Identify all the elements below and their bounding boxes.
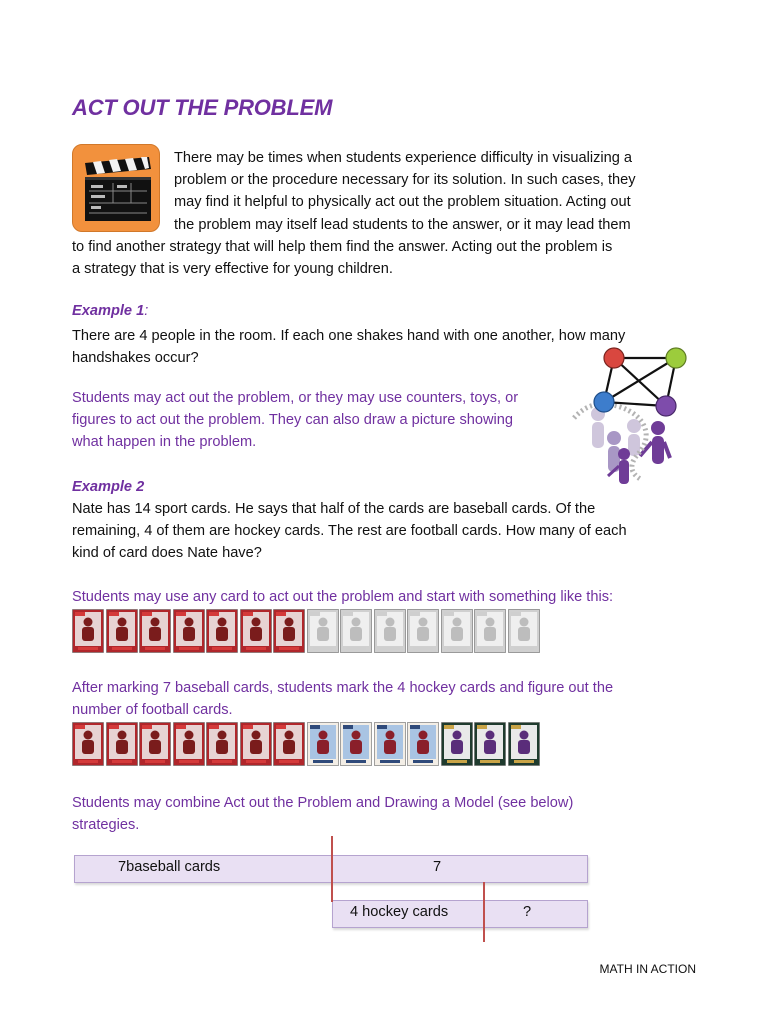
football-card bbox=[441, 722, 473, 766]
bar-baseball-label: 7baseball cards bbox=[118, 859, 221, 875]
intro-line: There may be times when students experience difficulty in visualizing a bbox=[174, 150, 633, 166]
question-line: remaining, 4 of them are hockey cards. The rest are football cards. How many of each bbox=[72, 523, 627, 540]
marking-explanation bbox=[72, 677, 732, 721]
hockey-card bbox=[340, 722, 372, 766]
intro-line: to find another strategy that will help them find the answer. Acting out the problem is bbox=[72, 239, 613, 255]
page-title: ACT OUT THE PROBLEM bbox=[72, 95, 333, 120]
explanation-line: Students may act out the problem, or they may use counters, toys, or bbox=[72, 390, 519, 406]
clapperboard-icon bbox=[72, 144, 160, 232]
baseball-card bbox=[173, 609, 205, 653]
gray-card bbox=[441, 609, 473, 653]
intro-text bbox=[174, 147, 704, 236]
bar-hockey-label: 4 hockey cards bbox=[350, 904, 449, 920]
example-2-heading: Example 2 bbox=[72, 479, 145, 495]
baseball-card bbox=[139, 722, 171, 766]
card-row-initial bbox=[72, 609, 542, 655]
question-line: There are 4 people in the room. If each one shakes hand with one another, how many bbox=[72, 328, 626, 344]
hockey-card bbox=[407, 722, 439, 766]
divider-line-half bbox=[331, 836, 333, 902]
explanation-line: figures to act out the problem. They can also draw a picture showing bbox=[72, 412, 514, 429]
intro-line: the problem may itself lead students to the answer, or it may lead them bbox=[174, 216, 631, 233]
baseball-card bbox=[173, 722, 205, 766]
cards-intro: Students may use any card to act out the problem and start with something like this: bbox=[72, 589, 614, 605]
hockey-card bbox=[374, 722, 406, 766]
gray-card bbox=[474, 609, 506, 653]
baseball-card bbox=[72, 722, 104, 766]
example-2-question bbox=[72, 498, 722, 565]
bar-football-value: ? bbox=[523, 904, 532, 920]
card-row-marked bbox=[72, 722, 542, 768]
question-line: Nate has 14 sport cards. He says that half of the cards are baseball cards. Of the bbox=[72, 501, 596, 517]
intro-line: may find it helpful to physically act out the problem situation. Acting out bbox=[174, 194, 631, 211]
baseball-card bbox=[206, 722, 238, 766]
explanation-line: strategies. bbox=[72, 817, 140, 834]
gray-card bbox=[307, 609, 339, 653]
intro-line: a strategy that is very effective for young children. bbox=[72, 261, 393, 278]
explanation-line: Students may combine Act out the Problem and Drawing a Model (see below) bbox=[72, 795, 574, 811]
intro-text-continued bbox=[72, 236, 712, 280]
question-line: kind of card does Nate have? bbox=[72, 545, 262, 562]
baseball-card bbox=[273, 722, 305, 766]
baseball-card bbox=[206, 609, 238, 653]
intro-line: problem or the procedure necessary for its solution. In such cases, they bbox=[174, 172, 636, 189]
bar-remaining-value: 7 bbox=[433, 859, 442, 875]
explanation-line: number of football cards. bbox=[72, 702, 233, 719]
baseball-card bbox=[72, 609, 104, 653]
gray-card bbox=[340, 609, 372, 653]
baseball-card bbox=[139, 609, 171, 653]
footer-text: MATH IN ACTION bbox=[599, 962, 696, 976]
example-1-label: Example 1 bbox=[72, 303, 145, 319]
handshake-network-icon bbox=[568, 342, 698, 492]
football-card bbox=[508, 722, 540, 766]
example-1-heading bbox=[72, 303, 148, 319]
explanation-line: After marking 7 baseball cards, students mark the 4 hockey cards and figure out the bbox=[72, 680, 614, 696]
baseball-card bbox=[240, 722, 272, 766]
example-1-explanation bbox=[72, 387, 582, 454]
example-1-colon: : bbox=[144, 303, 149, 319]
baseball-card bbox=[240, 609, 272, 653]
hockey-card bbox=[307, 722, 339, 766]
divider-line-hockey bbox=[483, 882, 485, 942]
baseball-card bbox=[273, 609, 305, 653]
explanation-line: what happen in the problem. bbox=[72, 434, 257, 451]
baseball-card bbox=[106, 609, 138, 653]
question-line: handshakes occur? bbox=[72, 350, 199, 367]
gray-card bbox=[407, 609, 439, 653]
combine-explanation bbox=[72, 792, 732, 836]
gray-card bbox=[374, 609, 406, 653]
baseball-card bbox=[106, 722, 138, 766]
football-card bbox=[474, 722, 506, 766]
gray-card bbox=[508, 609, 540, 653]
